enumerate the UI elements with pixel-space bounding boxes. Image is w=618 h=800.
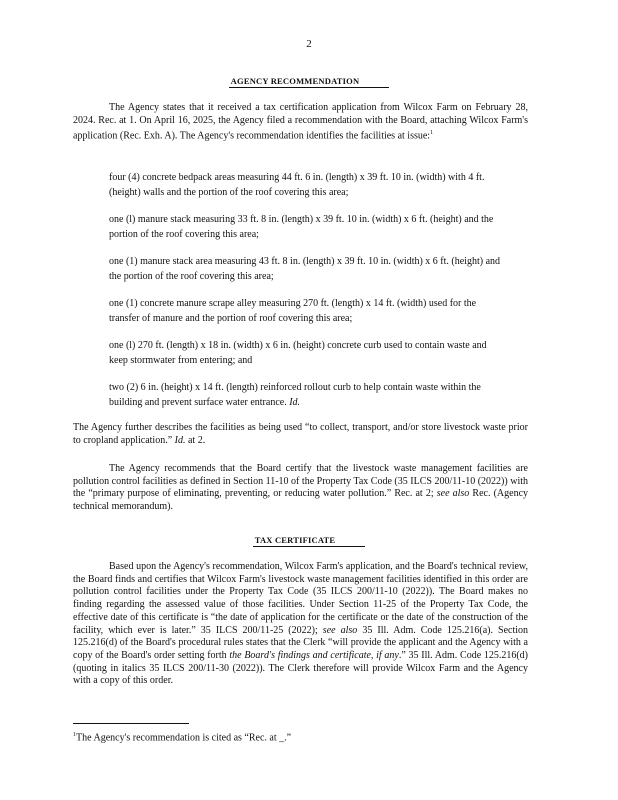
footnote-mark: 1 [73,732,76,738]
facility-item: one (l) manure stack measuring 33 ft. 8 in. (length) x 39 ft. 10 in. (width) x 6 ft. (height) and the portion of the roof covering this area; [109,214,494,240]
paragraph-agency-recommends: The Agency recommends that the Board certify that the livestock waste management facilities are pollution control facilities as defined in Section 11-10 of the Property Tax Code (35 ILCS 200/11-10 (2022)) with the “primary purpose of eliminating, preventing, or reducing water pollution.” Rec. at 2; see also Rec. (Agency technical memorandum). [73,463,529,513]
footnote-reference: 1 [430,130,434,137]
paragraph-board-certifies: Based upon the Agency's recommendation, Wilcox Farm's application, and the Board's technical review, the Board finds and certifies that Wilcox Farm's livestock waste management facilities identified in this order are pollution control facilities under the Property Tax Code (35 ILCS 200/11-10 (2022)). The Board makes no finding regarding the assessed value of those facilities. Under Section 11-25 of the Property Tax Code, the effective date of this certificate is “the date of application for the certificate or the date of the construction of the facility, which ever is later.” 35 ILCS 200/11-25 (2022); see also 35 Ill. Adm. Code 125.216(a). Section 125.216(d) of the Board's procedural rules states that the Clerk “will provide the applicant and the Agency with a copy of the Board's order setting forth the Board's findings and certificate, if any.” 35 Ill. Adm. Code 125.216(d) (quoting in italics 35 ILCS 200/11-30 (2022)). The Clerk therefore will provide Wilcox Farm and the Agency with a copy of this order. [73,561,529,687]
facility-item: one (l) 270 ft. (length) x 18 in. (width) x 6 in. (height) concrete curb used to contain waste and keep stormwater from entering; and [109,340,487,366]
footnote [73,732,291,743]
facility-item: one (1) concrete manure scrape alley measuring 270 ft. (length) x 14 ft. (width) used for the transfer of manure and the portion of roof covering this area; [109,298,477,324]
facility-item: one (1) manure stack area measuring 43 ft. 8 in. (length) x 39 ft. 10 in. (width) x 6 ft. (height) and the portion of the roof covering this area; [109,256,501,282]
paragraph-agency-describes: The Agency further describes the facilities as being used “to collect, transport, and/or store livestock waste prior to cropland application.” Id. at 2. [73,422,528,446]
footnote-text: The Agency's recommendation is cited as “Rec. at _.” [76,732,292,744]
section-heading-agency-recommendation: AGENCY RECOMMENDATION [0,76,618,86]
id-citation: Id. [289,397,301,408]
paragraph-agency-received: The Agency states that it received a tax certification application from Wilcox Farm on February 28, 2024. Rec. at 1. On April 16, 2025, the Agency filed a recommendation with the Board, attaching Wilcox Farm's application (Rec. Exh. A). The Agency's recommendation identifies the facilities at issue:$^1$ [73,102,528,142]
page-number: 2 [306,38,312,50]
facility-item: four (4) concrete bedpack areas measuring 44 ft. 6 in. (length) x 39 ft. 10 in. (width) with 4 ft. (height) walls and the portion of the roof covering this area; [109,172,485,198]
section-heading-tax-certificate: TAX CERTIFICATE [0,535,618,545]
footnote-divider [73,723,189,724]
facility-item: two (2) 6 in. (height) x 14 ft. (length) reinforced rollout curb to help contain waste within the building and prevent surface water entrance. Id. [109,382,481,408]
